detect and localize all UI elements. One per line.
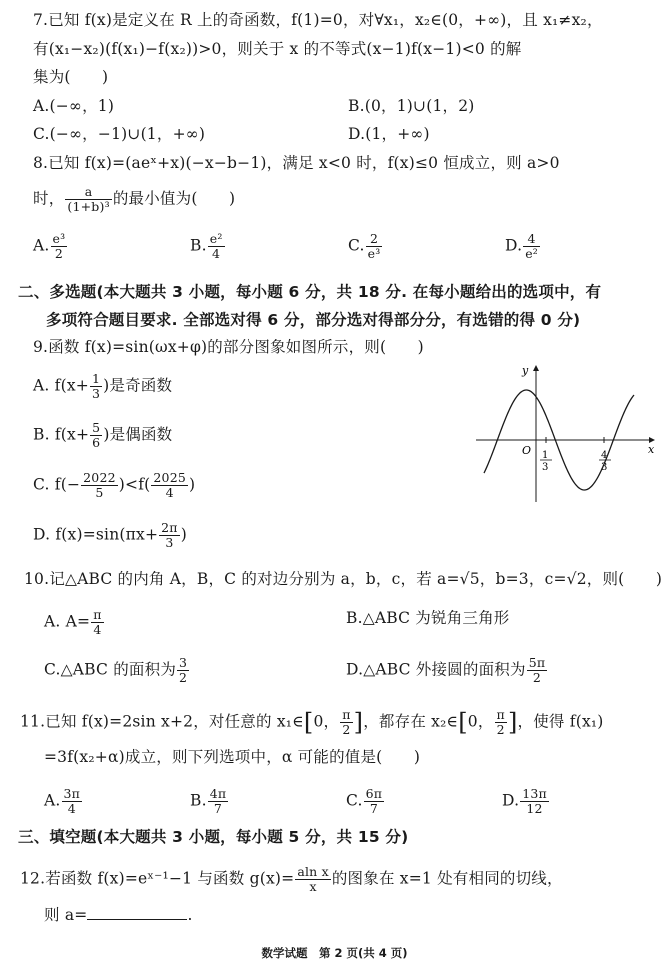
q8-option-a: A. $\frac{\text{e³}}{2}$ (33, 231, 66, 261)
q8-stem-fraction: $\frac{a}{\text{(1+b)³}}$ (67, 184, 110, 214)
section2-header-line2: 多项符合题目要求. 全部选对得 6 分，部分选对得部分分，有选错的得 0 分) (46, 311, 581, 329)
section2-header-line1: 二、多选题(本大题共 3 小题，每小题 6 分，共 18 分. 在每小题给出的选项中，有 (18, 283, 602, 301)
q7-option-c: C.(−∞，−1)∪(1，+∞) (33, 125, 206, 143)
q10-option-c: C.△ABC 的面积为 $\frac{3}{2}$ (44, 655, 188, 685)
q9-sine-graph (470, 360, 660, 505)
q7-option-d: D.(1，+∞) (348, 125, 430, 143)
q12-answer-blank (87, 905, 187, 920)
q10-option-d: D.△ABC 外接圆的面积为 $\frac{5\pi}{2}$ (346, 655, 546, 685)
q7-option-b: B.(0，1)∪(1，2) (348, 97, 475, 115)
y-axis-label: y (522, 364, 529, 377)
q11-stem-line2: =3f(x₂+α)成立，则下列选项中，α 可能的值是( ) (44, 748, 421, 766)
q8-line2-prefix: 时， (33, 189, 65, 208)
q9-option-c: C. f(− $\frac{2022}{5}$ )<f( $\frac{2025}{4}$ ) (33, 470, 196, 500)
q11-option-b: B. $\frac{4\pi}{7}$ (190, 786, 227, 816)
q9-option-b: B. f(x+ $\frac{5}{6}$ )是偶函数 (33, 420, 173, 450)
q7-stem-line3: 集为( ) (33, 68, 109, 86)
page-footer: 数学试题 第 2 页(共 4 页) (261, 946, 408, 960)
tick1-num: 1 (542, 450, 549, 461)
q10-option-a: A. A= $\frac{\pi}{4}$ (44, 607, 102, 637)
q9-option-d: D. f(x)=sin(πx+ $\frac{2\pi}{3}$ ) (33, 520, 187, 550)
q10-option-b: B.△ABC 为锐角三角形 (346, 609, 510, 627)
q12-stem-line1: 12.若函数 f(x)=eˣ⁻¹−1 与函数 g(x)= $\frac{\text{aln x}}{x}$ 的图象在 x=1 处有相同的切线， (20, 864, 563, 894)
q8-option-c: C. $\frac{2}{\text{e³}}$ (348, 231, 381, 261)
q9-option-a: A. f(x+ $\frac{1}{3}$ )是奇函数 (33, 371, 173, 401)
q8-option-b: B. $\frac{\text{e²}}{4}$ (190, 231, 223, 261)
section3-header: 三、填空题(本大题共 3 小题，每小题 5 分，共 15 分) (18, 828, 409, 846)
origin-label: O (522, 444, 532, 457)
q11-option-c: C. $\frac{6\pi}{7}$ (346, 786, 383, 816)
q11-option-d: D. $\frac{13\pi}{12}$ (502, 786, 547, 816)
q11-option-a: A. $\frac{3\pi}{4}$ (44, 786, 81, 816)
q8-stem-line2 (33, 185, 235, 214)
q10-stem: 10.记△ABC 的内角 A，B，C 的对边分别为 a，b，c，若 a=√5，b=3，c=√2，则( ) (24, 570, 663, 588)
q9-stem: 9.函数 f(x)=sin(ωx+φ)的部分图象如图所示，则( ) (33, 338, 424, 356)
tick2-num: 4 (601, 450, 608, 461)
q11-stem-line1: 11.已知 f(x)=2sin x+2，对任意的 x₁∈[0， $\frac{\pi}{2}$ ]，都存在 x₂∈[0， $\frac{\pi}{2}$ ]，使得 f(x₁) (20, 707, 604, 737)
x-axis-label: x (648, 443, 655, 456)
q7-stem-line2: 有(x₁−x₂)(f(x₁)−f(x₂))>0，则关于 x 的不等式(x−1)f(x−1)<0 的解 (33, 40, 522, 58)
q7-option-a: A.(−∞，1) (33, 97, 115, 115)
q8-stem-line1: 8.已知 f(x)=(aeˣ+x)(−x−b−1)，满足 x<0 时，f(x)≤0 恒成立，则 a>0 (33, 154, 560, 172)
q8-option-d: D. $\frac{4}{\text{e²}}$ (505, 231, 539, 261)
q8-line2-suffix: 的最小值为( ) (112, 189, 236, 208)
q12-stem-line2: 则 a= . (44, 906, 193, 924)
tick1-den: 3 (542, 462, 549, 473)
tick2-den: 3 (601, 462, 608, 473)
q7-stem-line1: 7.已知 f(x)是定义在 R 上的奇函数，f(1)=0，对∀x₁，x₂∈(0，+∞)，且 x₁≠x₂， (33, 11, 603, 29)
